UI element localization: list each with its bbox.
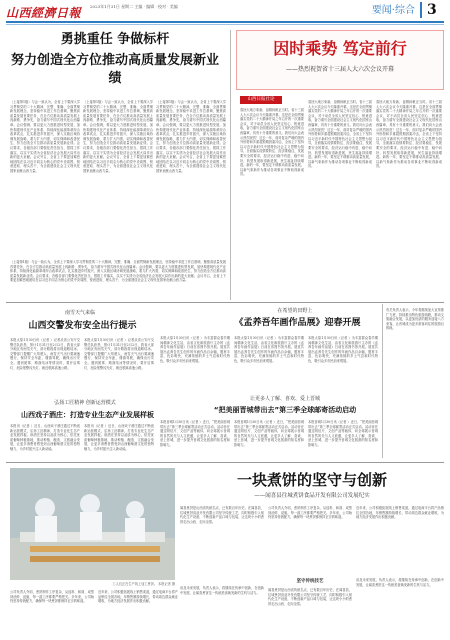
lead-headline-2: 努力创造全方位推动高质量发展新业绩 xyxy=(10,53,219,86)
column-divider-right xyxy=(382,304,383,458)
performance-body-col-2: 本报讯（记者 ）近日，山西戏子酒庄通过不断创新运营模式，弘扬工匠精神，打造专业化生态产业发展样板。该酒庄坚持以品质为核心，依托优质葡萄种植基地，推动种植、酿造、文旅融合发展，让更多消费者感受到山西葡萄酒文化的独特魅力，为乡村振兴注入新动能。 xyxy=(84,424,154,451)
tourism-body-col-2: 本报晋城1月30日讯（记者 ）近日，“把美丽晋城带出去”第三季全球邮寄活动正式启动。活动旨在通过明信片、文创产品等载体，向全球展示晋城的自然风光与人文底蕴，让更多人了解、喜欢、爱上晋城，进一步提升晋城文化旅游的知名度和影响力。 xyxy=(234,420,304,447)
feature-headline: 一块煮饼的坚守与创新 xyxy=(236,471,387,489)
performance-headline: 山西戏子酒庄：打造专业生态产业发展样板 xyxy=(21,411,154,419)
police-kicker: 南雪天气来临 xyxy=(64,310,95,316)
tourism-body-col-3: 本报晋城1月30日讯（记者 ）近日，“把美丽晋城带出去”第三季全球邮寄活动正式启动。活动旨在通过明信片、文创产品等载体，向全球展示晋城的自然风光与人文底蕴，让更多人了解、喜欢、爱上晋城，进一步提升晋城文化旅游的知名度和影响力。 xyxy=(308,420,378,447)
commentary-body-col-1: 春回大地万象新，奋楫扬帆正当时。省十三届人大六次会议今天隆重开幕。这是在全面贯彻落实党的二十大精神开局之年召开的一次重要会议，对于动员全省人民坚定信心、锐意进取，奋力谱写全面建设社会主义现代化国家山西篇章，具有十分重要的意义。我们向大会表示热烈祝贺！过去一年，面对复杂严峻的国内外形势和多重超预期因素冲击，全省上下坚持以习近平新时代中国特色社会主义思想为指导，全面落实疫情要防住、经济要稳住、发展要安全的要求，经济运行稳中有进、稳中向好，转型发展取得新进展，民生福祉持续增进。新的一年，要坚定不移推动高质量发展，以新气象新作为推动各项事业不断取得新成效。 xyxy=(240,108,304,177)
commentary-body-col-3: 春回大地万象新，奋楫扬帆正当时。省十三届人大六次会议今天隆重开幕。这是在全面贯彻落实党的二十大精神开局之年召开的一次重要会议，对于动员全省人民坚定信心、锐意进取，奋力谱写全面建设社会主义现代化国家山西篇章，具有十分重要的意义。我们向大会表示热烈祝贺！过去一年，面对复杂严峻的国内外形势和多重超预期因素冲击，全省上下坚持以习近平新时代中国特色社会主义思想为指导，全面落实疫情要防住、经济要稳住、发展要安全的要求，经济运行稳中有进、稳中向好，转型发展取得新进展，民生福祉持续增进。新的一年，要坚定不移推动高质量发展，以新气象新作为推动各项事业不断取得新成效。 xyxy=(376,100,442,169)
commentary-tag: 山西日报社论 xyxy=(240,96,282,104)
header-rule-thin xyxy=(6,24,444,25)
feature-section-title: 坚守传统技艺 xyxy=(296,579,324,584)
feature-body-5: 近年来，公司积极拓展线上销售渠道，通过电商平台将产品销往全国各地，年销售额持续增长，带动周边群众就业增收，为地方经济发展作出积极贡献。 xyxy=(98,590,178,604)
lead-body-tail: （上接第1版）与会一致认为，全省上下要深入学习贯彻党的二十大精神，完整、准确、全面贯彻新发展理念，坚持稳中求进工作总基调，聚焦高质量发展首要任务，在全方位推动高质量发展上闯新路、勇争先，奋力谱写中国式现代化山西篇章。会议强调，要以更大力度推进转型发展，加快构建现代化产业体系，持续深化能源革命综合改革试点，扎实推进乡村振兴，深入实施区域协调发展战略，着力扩大内需，切实保障和改善民生，努力创造全方位推动高质量发展新业绩。会议要求，各级各部门要强化责任担当，狠抓工作落实，以实干实绩为全省经济社会发展大局作出新的更大贡献。会议号召，全省上下要更加紧密地团结在以习近平同志为核心的党中央周围，锐意进取、埋头苦干，为全面建设社会主义现代化国家贡献山西力量。 xyxy=(10,260,226,283)
tourism-body-col-1: 本报晋城1月30日讯（记者 ）近日，“把美丽晋城带出去”第三季全球邮寄活动正式启动。活动旨在通过明信片、文创产品等载体，向全球展示晋城的自然风光与人文底蕴，让更多人了解、喜欢、爱上晋城，进一步提升晋城文化旅游的知名度和影响力。 xyxy=(160,420,230,447)
tourism-headline: “把美丽晋城带出去”第三季全球邮寄活动启动 xyxy=(213,406,357,414)
feature-body-7: 闻喜煮饼是山西省传统名点，已有数百年历史。在闻喜县，往城煮饼食品开发有限公司坚守传统工艺，同时积极引入现代化生产设备，不断创新产品口味与包装，让这块小小的煮饼走出山西、走向全国。 xyxy=(268,588,352,606)
feature-divider xyxy=(6,462,444,463)
feature-body-3: 近年来，公司积极拓展线上销售渠道，通过电商平台将产品销往全国各地，年销售额持续增长，带动周边群众就业增收，为地方经济发展作出积极贡献。 xyxy=(356,506,444,520)
police-body-col-2: 本报太原1月30日讯（记者 ）记者从省公安厅交警总队获悉，预计1月31日至2月2日，我省大部分地区有雨雪天气，部分路段将出现道路结冰。交警部门提醒广大驾驶人，雨雪天气出行要减速慢行，保持安全车距，谨慎驾驶，确保出行安全。遇到团雾、路面结冰等情况时，要开启雾灯、危险报警闪光灯，就近驶离高速公路。 xyxy=(84,338,154,370)
feature-body-6: 谈及未来发展，负责人表示，将继续在传承中创新，在创新中发展，让闻喜煮饼这一传统美食焕发新的生机与活力。 xyxy=(180,586,264,595)
issue-meta: 2023年1月31日 星期二 主编 · 编辑 · 校对 · 美编 xyxy=(90,4,178,9)
commentary-body-col-2: 春回大地万象新，奋楫扬帆正当时。省十三届人大六次会议今天隆重开幕。这是在全面贯彻落实党的二十大精神开局之年召开的一次重要会议，对于动员全省人民坚定信心、锐意进取，奋力谱写全面建设社会主义现代化国家山西篇章，具有十分重要的意义。我们向大会表示热烈祝贺！过去一年，面对复杂严峻的国内外形势和多重超预期因素冲击，全省上下坚持以习近平新时代中国特色社会主义思想为指导，全面落实疫情要防住、经济要稳住、发展要安全的要求，经济运行稳中有进、稳中向好，转型发展取得新进展，民生福祉持续增进。新的一年，要坚定不移推动高质量发展，以新气象新作为推动各项事业不断取得新成效。 xyxy=(308,100,372,169)
feature-body-8: 谈及未来发展，负责人表示，将继续在传承中创新，在创新中发展，让闻喜煮饼这一传统美食焕发新的生机与活力。 xyxy=(356,578,444,587)
painting-body-col-2: 本报太原1月30日讯（记者 ）为丰富群众春节期间精神文化生活，由省文化和旅游厅主办的《孟养吾年画作品展》日前在省图书馆开展。展览共展出孟养吾先生创作的年画作品百余幅，题材丰富，色彩明快，充满浓郁的乡土气息和时代特色，吸引众多市民前来观展。 xyxy=(234,336,304,363)
feature-photo-caption: 工人们正在生产线上加工煮饼。 本报记者 摄 xyxy=(112,582,175,586)
newspaper-logo: 山西經濟日報 xyxy=(6,6,82,20)
painting-kicker: 在希望的田野上 xyxy=(277,308,313,314)
feature-photo xyxy=(10,468,175,580)
commentary-subtitle: ——热烈祝贺省十三届人大六次会议开幕 xyxy=(285,66,394,73)
factory-workers-illustration xyxy=(10,468,175,580)
column-divider xyxy=(230,30,231,300)
section-name: 要闻·综合 xyxy=(371,5,415,16)
painting-body-col-1: 本报太原1月30日讯（记者 ）为丰富群众春节期间精神文化生活，由省文化和旅游厅主办的《孟养吾年画作品展》日前在省图书馆开展。展览共展出孟养吾先生创作的年画作品百余幅，题材丰富，色彩明快，充满浓郁的乡土气息和时代特色，吸引众多市民前来观展。 xyxy=(160,336,230,363)
feature-body-2: 公司负责人介绍，煮饼制作工序复杂，从选料、和面、成型到油炸、浸蜜，每一道工序都要严格把关。多年来，公司始终坚持传统配方，确保每一块煮饼都保持正宗的味道。 xyxy=(268,506,352,520)
page-number: 3 xyxy=(420,2,444,18)
feature-body-4: 公司负责人介绍，煮饼制作工序复杂，从选料、和面、成型到油炸、浸蜜，每一道工序都要严格把关。多年来，公司始终坚持传统配方，确保每一块煮饼都保持正宗的味道。 xyxy=(10,590,94,604)
lead-body-col-2: （上接第1版）与会一致认为，全省上下要深入学习贯彻党的二十大精神，完整、准确、全面贯彻新发展理念，坚持稳中求进工作总基调，聚焦高质量发展首要任务，在全方位推动高质量发展上闯新路、勇争先，奋力谱写中国式现代化山西篇章。会议强调，要以更大力度推进转型发展，加快构建现代化产业体系，持续深化能源革命综合改革试点，扎实推进乡村振兴，深入实施区域协调发展战略，着力扩大内需，切实保障和改善民生，努力创造全方位推动高质量发展新业绩。会议要求，各级各部门要强化责任担当，狠抓工作落实，以实干实绩为全省经济社会发展大局作出新的更大贡献。会议号召，全省上下要更加紧密地团结在以习近平同志为核心的党中央周围，锐意进取、埋头苦干，为全面建设社会主义现代化国家贡献山西力量。 xyxy=(83,100,153,173)
police-headline: 山西交警发布安全出行提示 xyxy=(28,321,137,331)
painting-headline: 《孟养吾年画作品展》迎春开展 xyxy=(234,318,361,328)
right-bottom-body: 有关负责人表示，今年将继续加大宣传推广力度，持续推出特色旅游线路，推动文旅融合发展，以更加优质的服务迎接八方来客，让晋城成为更多游客向往的旅游目的地。 xyxy=(386,308,444,331)
painting-body-col-3: 本报太原1月30日讯（记者 ）为丰富群众春节期间精神文化生活，由省文化和旅游厅主办的《孟养吾年画作品展》日前在省图书馆开展。展览共展出孟养吾先生创作的年画作品百余幅，题材丰富，色彩明快，充满浓郁的乡土气息和时代特色，吸引众多市民前来观展。 xyxy=(308,336,378,363)
police-body-col-1: 本报太原1月30日讯（记者 ）记者从省公安厅交警总队获悉，预计1月31日至2月2日，我省大部分地区有雨雪天气，部分路段将出现道路结冰。交警部门提醒广大驾驶人，雨雪天气出行要减速慢行，保持安全车距，谨慎驾驶，确保出行安全。遇到团雾、路面结冰等情况时，要开启雾灯、危险报警闪光灯，就近驶离高速公路。 xyxy=(10,338,80,370)
tourism-kicker: 让更多人了解、喜欢、爱上晋城 xyxy=(249,396,320,402)
lead-body-col-1: （上接第1版）与会一致认为，全省上下要深入学习贯彻党的二十大精神，完整、准确、全面贯彻新发展理念，坚持稳中求进工作总基调，聚焦高质量发展首要任务，在全方位推动高质量发展上闯新路、勇争先，奋力谱写中国式现代化山西篇章。会议强调，要以更大力度推进转型发展，加快构建现代化产业体系，持续深化能源革命综合改革试点，扎实推进乡村振兴，深入实施区域协调发展战略，着力扩大内需，切实保障和改善民生，努力创造全方位推动高质量发展新业绩。会议要求，各级各部门要强化责任担当，狠抓工作落实，以实干实绩为全省经济社会发展大局作出新的更大贡献。会议号召，全省上下要更加紧密地团结在以习近平同志为核心的党中央周围，锐意进取、埋头苦干，为全面建设社会主义现代化国家贡献山西力量。 xyxy=(10,100,80,173)
section-divider xyxy=(6,302,444,303)
feature-subheadline: ——闻喜县往城煮饼食品开发有限公司发展纪实 xyxy=(254,493,370,499)
header-rule xyxy=(6,21,444,23)
performance-body-col-1: 本报讯（记者 ）近日，山西戏子酒庄通过不断创新运营模式，弘扬工匠精神，打造专业化生态产业发展样板。该酒庄坚持以品质为核心，依托优质葡萄种植基地，推动种植、酿造、文旅融合发展，让更多消费者感受到山西葡萄酒文化的独特魅力，为乡村振兴注入新动能。 xyxy=(10,424,80,451)
feature-body-1: 闻喜煮饼是山西省传统名点，已有数百年历史。在闻喜县，往城煮饼食品开发有限公司坚守传统工艺，同时积极引入现代化生产设备，不断创新产品口味与包装，让这块小小的煮饼走出山西、走向全国。 xyxy=(180,506,264,524)
commentary-title: 因时乘势 笃定前行 xyxy=(273,39,407,58)
commentary-title-box xyxy=(236,30,444,90)
lead-headline-1: 勇挑重任 争做标杆 xyxy=(60,32,170,47)
performance-kicker: 弘扬工匠精神 创新运营模式 xyxy=(54,400,116,406)
lead-body-col-3: （上接第1版）与会一致认为，全省上下要深入学习贯彻党的二十大精神，完整、准确、全面贯彻新发展理念，坚持稳中求进工作总基调，聚焦高质量发展首要任务，在全方位推动高质量发展上闯新路、勇争先，奋力谱写中国式现代化山西篇章。会议强调，要以更大力度推进转型发展，加快构建现代化产业体系，持续深化能源革命综合改革试点，扎实推进乡村振兴，深入实施区域协调发展战略，着力扩大内需，切实保障和改善民生，努力创造全方位推动高质量发展新业绩。会议要求，各级各部门要强化责任担当，狠抓工作落实，以实干实绩为全省经济社会发展大局作出新的更大贡献。会议号召，全省上下要更加紧密地团结在以习近平同志为核心的党中央周围，锐意进取、埋头苦干，为全面建设社会主义现代化国家贡献山西力量。 xyxy=(156,100,226,173)
